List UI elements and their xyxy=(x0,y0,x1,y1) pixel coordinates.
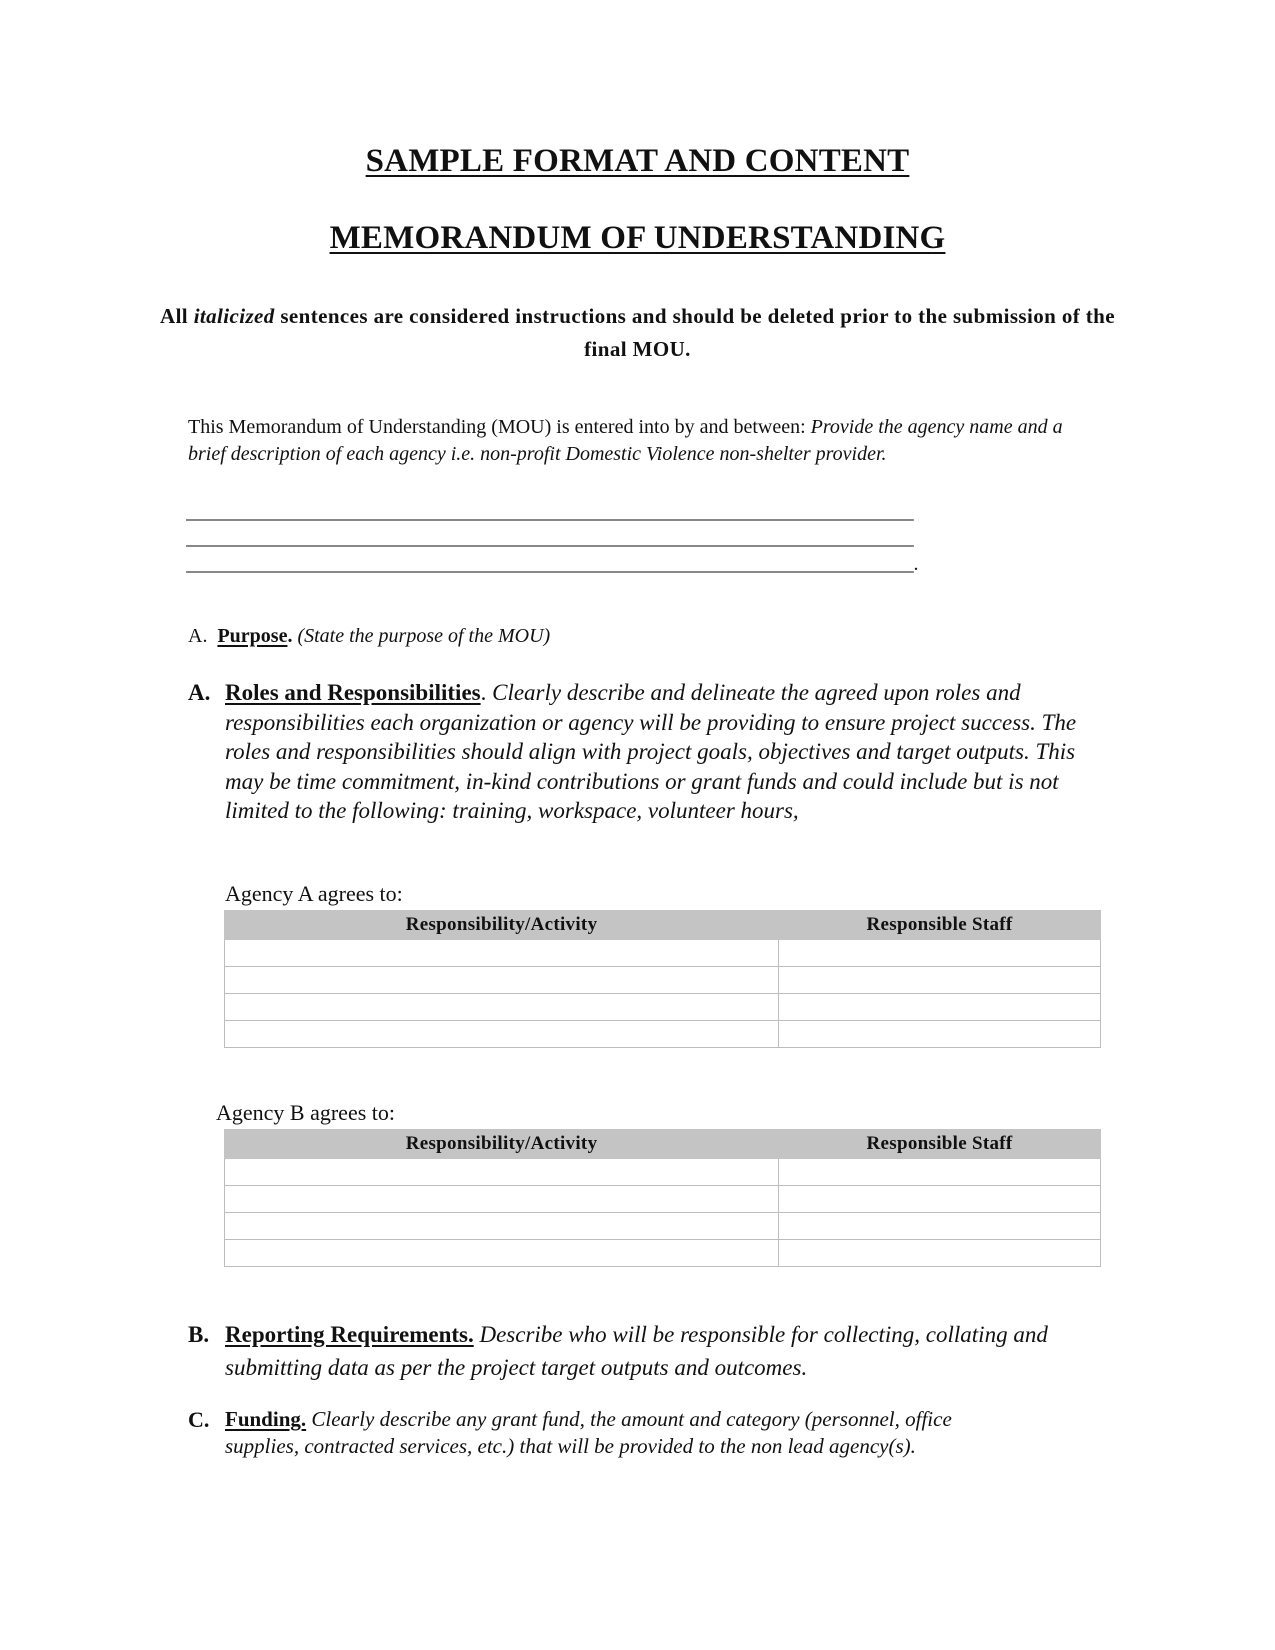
table-cell[interactable] xyxy=(779,940,1101,967)
table-header-row xyxy=(225,911,1101,940)
agency-a-table xyxy=(224,910,1101,1048)
reporting-heading: Reporting Requirements. xyxy=(225,1322,474,1347)
document-subtitle: MEMORANDUM OF UNDERSTANDING xyxy=(329,220,946,256)
table-row xyxy=(225,1021,1101,1048)
roles-heading: Roles and Responsibilities xyxy=(225,680,481,705)
column-header: Responsibility/Activity xyxy=(225,1130,779,1159)
funding-heading: Funding. xyxy=(225,1407,307,1431)
table-cell[interactable] xyxy=(225,1021,779,1048)
table-cell[interactable] xyxy=(779,994,1101,1021)
purpose-heading: Purpose xyxy=(217,625,288,647)
table-row xyxy=(225,967,1101,994)
table-cell[interactable] xyxy=(779,1159,1101,1186)
table-cell[interactable] xyxy=(225,1213,779,1240)
table-row xyxy=(225,994,1101,1021)
table-cell[interactable] xyxy=(225,1159,779,1186)
table-cell[interactable] xyxy=(779,1021,1101,1048)
table-row xyxy=(225,1213,1101,1240)
table-cell[interactable] xyxy=(779,1186,1101,1213)
table-row xyxy=(225,1240,1101,1267)
document-title: SAMPLE FORMAT AND CONTENT xyxy=(365,143,910,179)
table-header-row xyxy=(225,1130,1101,1159)
table-cell[interactable] xyxy=(225,994,779,1021)
table-cell[interactable] xyxy=(225,1186,779,1213)
table-row xyxy=(225,1159,1101,1186)
instruction-note: All italicized sentences are considered instructions and should be deleted prior to the submission of the final MOU. xyxy=(160,304,1115,361)
column-header: Responsible Staff xyxy=(779,911,1101,940)
agency-b-table xyxy=(224,1129,1101,1267)
column-header: Responsibility/Activity xyxy=(225,911,779,940)
agency-a-label: Agency A agrees to: xyxy=(225,881,403,906)
column-header: Responsible Staff xyxy=(779,1130,1101,1159)
agency-b-label: Agency B agrees to: xyxy=(216,1100,395,1125)
table-cell[interactable] xyxy=(225,940,779,967)
blank-line-2: ___________________________________________________________________________ xyxy=(186,527,914,549)
table-row xyxy=(225,1186,1101,1213)
table-cell[interactable] xyxy=(225,1240,779,1267)
table-cell[interactable] xyxy=(779,1240,1101,1267)
table-cell[interactable] xyxy=(779,1213,1101,1240)
document-page: SAMPLE FORMAT AND CONTENT MEMORANDUM OF UNDERSTANDING All italicized sentences are considered instructions and should be deleted prior to the submission of the final MOU. This Memorandum of Understanding (MOU) is entered into by and between: Provide the agency name and a brief description of each agency i.e. non-profit Domestic Violence non-shelter provider. ___________________________________________________________________________ ___________________________________________________________________________ ___________________________________________________________________________. A. Purpose. (State the purpose of the MOU) A. Roles and Responsibilities. Clearly describe and delineate the agreed upon roles and responsibilities each organization or agency will be providing to ensure project success. The roles and responsibilities should align with project goals, objectives and target outputs. This may be time commitment, in-kind contributions or grant funds and could include but is not limited to the following: training, workspace, volunteer hours, Agency A agrees to: Responsibility/Activity Responsible Staff Agency B agrees to: Responsibility/Activity Responsible Staff B. Reporting Requirements. Describe who will be responsible for collecting, collating and submitting data as per the project target outputs and outcomes. C. Funding. Clearly describe any grant fund, the amount and category (personnel, office supplies, contracted services, etc.) that will be provided to the non lead agency(s). xyxy=(0,0,1275,1650)
table-row xyxy=(225,940,1101,967)
section-purpose: A. Purpose. (State the purpose of the MOU) xyxy=(188,625,551,647)
blank-line-3: ___________________________________________________________________________. xyxy=(186,553,919,575)
table-cell[interactable] xyxy=(225,967,779,994)
table-cell[interactable] xyxy=(779,967,1101,994)
blank-line-1: ___________________________________________________________________________ xyxy=(186,501,914,523)
intro-paragraph: This Memorandum of Understanding (MOU) is entered into by and between: Provide the agency name and a brief description of each agency i.e. non-profit Domestic Violence non-shelter provider. xyxy=(188,416,1063,465)
